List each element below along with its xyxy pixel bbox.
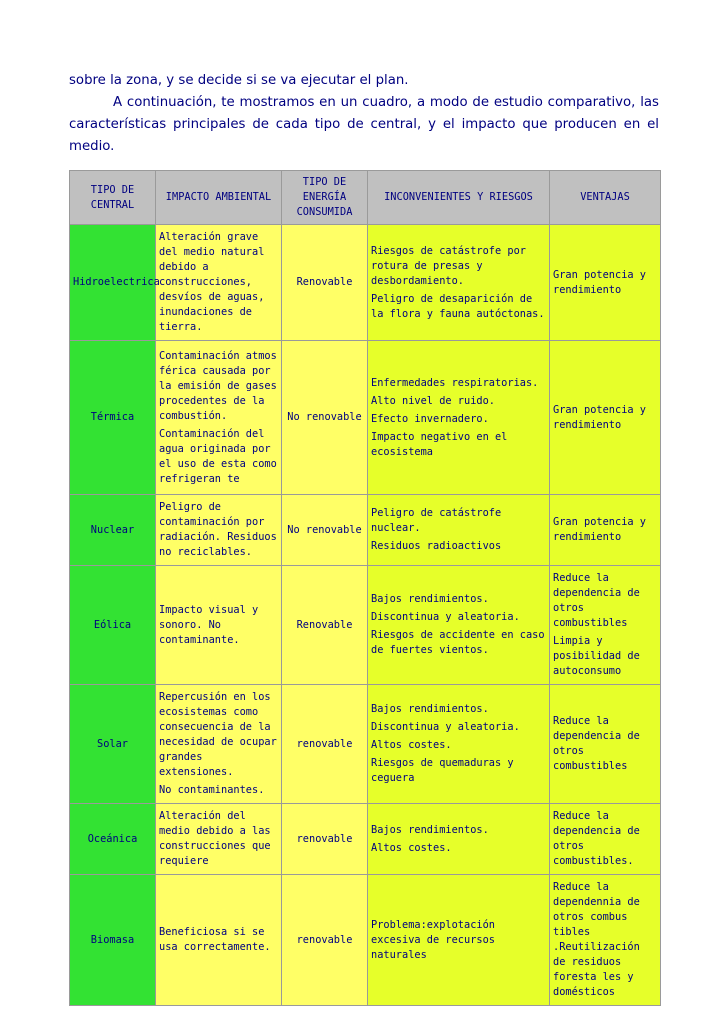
cell-inconvenientes <box>368 875 550 1006</box>
cell-impacto <box>156 225 282 341</box>
table-row <box>70 804 661 875</box>
cell-energia: renovable <box>282 875 368 1006</box>
cell-inconvenientes-line: Residuos radioactivos <box>371 540 502 552</box>
cell-impacto <box>156 495 282 566</box>
cell-inconvenientes <box>368 566 550 685</box>
cell-energia: renovable <box>282 804 368 875</box>
cell-inconvenientes-line: Peligro de desaparición de la flora y fauna autóctonas. <box>371 292 545 320</box>
cell-ventajas <box>550 495 661 566</box>
header-row <box>70 171 661 225</box>
cell-impacto <box>156 566 282 685</box>
cell-inconvenientes <box>368 341 550 495</box>
table-row <box>70 495 661 566</box>
header-impacto-ambiental: IMPACTO AMBIENTAL <box>156 171 282 225</box>
cell-energia: No renovable <box>282 495 368 566</box>
cell-inconvenientes <box>368 495 550 566</box>
cell-inconvenientes-line: Impacto negativo en el ecosistema <box>371 430 508 458</box>
cell-tipo-central: Biomasa <box>70 875 156 1006</box>
cell-tipo-central: Nuclear <box>70 495 156 566</box>
cell-ventajas-line: Gran potencia y rendimiento <box>553 516 646 543</box>
cell-ventajas <box>550 566 661 685</box>
table-row <box>70 875 661 1006</box>
cell-inconvenientes-line: Efecto invernadero. <box>371 412 489 425</box>
cell-impacto-line: Repercusión en los ecosistemas como consecuencia de la necesidad de ocupar grandes extensiones. <box>159 691 277 778</box>
cell-impacto-line: Peligro de contaminación por radiación. Residuos no reciclables. <box>159 501 277 558</box>
cell-tipo-central: Solar <box>70 685 156 804</box>
cell-inconvenientes-line: Enfermedades respiratorias. <box>371 376 539 389</box>
cell-inconvenientes-line: Riesgos de catástrofe por rotura de presas y desbordamiento. <box>371 244 526 287</box>
cell-tipo-central: Hidroelectrica <box>70 225 156 341</box>
cell-impacto-line: Impacto visual y sonoro. No contaminante. <box>159 603 259 646</box>
intro-line: sobre la zona, y se decide si se va ejecutar el plan. <box>69 73 409 88</box>
cell-ventajas-line: Reduce la dependennia de otros combus tibles .Reutilización de residuos foresta les y domésticos <box>553 881 640 998</box>
cell-energia: renovable <box>282 685 368 804</box>
cell-impacto-line: Contaminación atmos férica causada por la emisión de gases procedentes de la combustión. <box>159 349 277 422</box>
cell-inconvenientes <box>368 685 550 804</box>
cell-ventajas-line: Reduce la dependencia de otros combustibles <box>553 715 640 772</box>
cell-inconvenientes-line: Bajos rendimientos. <box>371 593 489 605</box>
table-row <box>70 225 661 341</box>
cell-energia: No renovable <box>282 341 368 495</box>
cell-energia: Renovable <box>282 225 368 341</box>
cell-inconvenientes-line: Peligro de catástrofe nuclear. <box>371 507 502 534</box>
cell-energia: Renovable <box>282 566 368 685</box>
cell-ventajas-line: Limpia y posibilidad de autoconsumo <box>553 635 640 677</box>
cell-impacto <box>156 341 282 495</box>
header-tipo-central: TIPO DE CENTRAL <box>70 171 156 225</box>
cell-tipo-central: Eólica <box>70 566 156 685</box>
cell-impacto <box>156 875 282 1006</box>
intro-paragraph: A continuación, te mostramos en un cuadro, a modo de estudio comparativo, las características principales de cada tipo de central, y el impacto que producen en el medio. <box>69 95 659 154</box>
cell-ventajas <box>550 685 661 804</box>
cell-ventajas-line: Reduce la dependencia de otros combustibles <box>553 572 640 629</box>
header-inconvenientes: INCONVENIENTES Y RIESGOS <box>368 171 550 225</box>
cell-impacto-line: No contaminantes. <box>159 784 265 796</box>
cell-ventajas <box>550 875 661 1006</box>
cell-inconvenientes-line: Bajos rendimientos. <box>371 703 489 715</box>
cell-inconvenientes-line: Riesgos de accidente en caso de fuertes vientos. <box>371 629 545 656</box>
cell-impacto-line: Beneficiosa si se usa correctamente. <box>159 926 271 953</box>
cell-tipo-central: Oceánica <box>70 804 156 875</box>
cell-inconvenientes-line: Riesgos de quemaduras y ceguera <box>371 757 514 784</box>
header-ventajas: VENTAJAS <box>550 171 661 225</box>
cell-inconvenientes-line: Bajos rendimientos. <box>371 823 489 836</box>
comparison-table <box>69 170 661 1006</box>
table-row <box>70 566 661 685</box>
cell-ventajas <box>550 225 661 341</box>
cell-ventajas <box>550 341 661 495</box>
cell-ventajas-line: Gran potencia y rendimiento <box>553 268 646 296</box>
intro-text <box>69 70 659 158</box>
cell-inconvenientes <box>368 804 550 875</box>
cell-inconvenientes-line: Altos costes. <box>371 841 452 854</box>
cell-inconvenientes <box>368 225 550 341</box>
cell-inconvenientes-line: Discontinua y aleatoria. <box>371 611 520 623</box>
cell-tipo-central: Térmica <box>70 341 156 495</box>
table-row <box>70 341 661 495</box>
table-row <box>70 685 661 804</box>
cell-inconvenientes-line: Problema:explotación excesiva de recursos naturales <box>371 918 495 961</box>
cell-impacto-line: Contaminación del agua originada por el uso de esta como refrigeran te <box>159 427 277 485</box>
table-body <box>70 225 661 1006</box>
cell-impacto-line: Alteración grave del medio natural debido a construcciones, desvíos de aguas, inundaciones de tierra. <box>159 231 265 333</box>
cell-inconvenientes-line: Altos costes. <box>371 739 452 751</box>
header-tipo-energia: TIPO DE ENERGÍA CONSUMIDA <box>282 171 368 225</box>
cell-inconvenientes-line: Alto nivel de ruido. <box>371 394 495 407</box>
cell-ventajas-line: Reduce la dependencia de otros combustibles. <box>553 810 640 867</box>
cell-inconvenientes-line: Discontinua y aleatoria. <box>371 721 520 733</box>
cell-impacto <box>156 685 282 804</box>
cell-ventajas <box>550 804 661 875</box>
table-header <box>70 171 661 225</box>
cell-impacto-line: Alteración del medio debido a las construcciones que requiere <box>159 810 271 867</box>
cell-ventajas-line: Gran potencia y rendimiento <box>553 403 646 431</box>
cell-impacto <box>156 804 282 875</box>
